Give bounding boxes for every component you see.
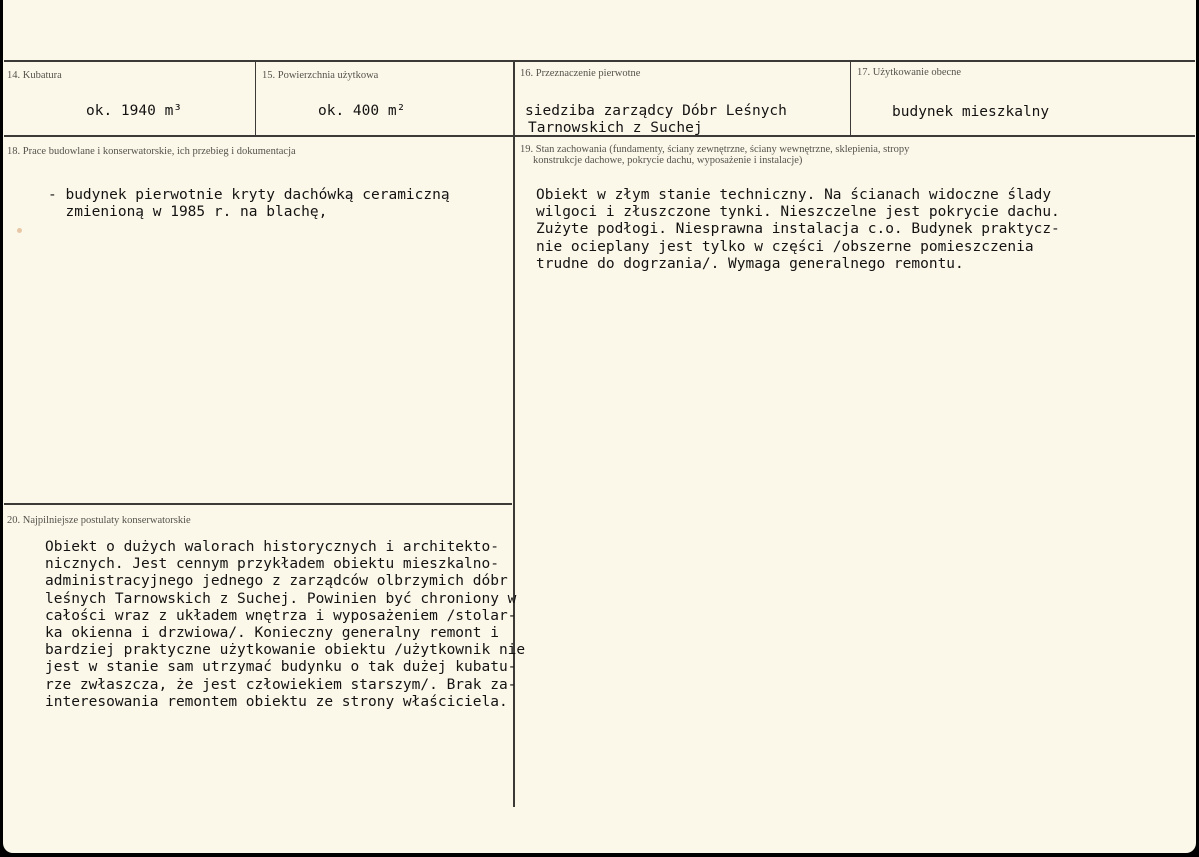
text-line: bardziej praktyczne użytkowanie obiektu /użytkownik nie: [45, 642, 526, 659]
text-line: rze zwłaszcza, że jest człowiekiem starszym/. Brak za-: [45, 676, 517, 693]
text-line: - budynek pierwotnie kryty dachówką ceramiczną: [48, 187, 450, 203]
field-18-text: [48, 187, 450, 221]
field-18-label: 18. Prace budowlane i konserwatorskie, ich przebieg i dokumentacja: [7, 146, 296, 157]
text-line: Obiekt o dużych walorach historycznych i architekto-: [45, 539, 499, 555]
top-rule: [4, 60, 1195, 62]
field-20-label: 20. Najpilniejsze postulaty konserwatorskie: [7, 515, 191, 526]
text-line: leśnych Tarnowskich z Suchej. Powinien być chroniony w: [45, 590, 517, 607]
field-17-value: budynek mieszkalny: [892, 104, 1050, 120]
text-line: nie ocieplany jest tylko w części /obszerne pomieszczenia: [536, 238, 1034, 255]
text-line: Obiekt w złym stanie techniczny. Na ścianach widoczne ślady: [536, 187, 1052, 203]
text-line: nicznych. Jest cennym przykładem obiektu mieszkalno-: [45, 556, 499, 573]
record-card: [3, 0, 1196, 853]
field-20-text: [45, 539, 525, 711]
text-line: zmienioną w 1985 r. na blachę,: [48, 204, 328, 221]
section-divider: [4, 503, 512, 505]
paper-stain: [17, 228, 22, 233]
text-line: wilgoci i złuszczone tynki. Nieszczelne jest pokrycie dachu.: [536, 204, 1060, 221]
field-16-value-line-2: Tarnowskich z Suchej: [528, 120, 703, 136]
field-19-text: [536, 187, 1060, 273]
column-divider-1: [255, 62, 256, 135]
text-line: jest w stanie sam utrzymać budynku o tak dużej kubatu-: [45, 659, 517, 676]
text-line: Zużyte podłogi. Niesprawna instalacja c.o. Budynek praktycz-: [536, 221, 1060, 238]
field-16-label: 16. Przeznaczenie pierwotne: [520, 68, 641, 79]
field-15-value: ok. 400 m²: [318, 103, 406, 119]
field-16-value-line-1: siedziba zarządcy Dóbr Leśnych: [525, 103, 787, 119]
column-divider-3: [850, 62, 851, 135]
text-line: ka okienna i drzwiowa/. Konieczny generalny remont i: [45, 625, 499, 642]
field-17-label: 17. Użytkowanie obecne: [857, 67, 962, 78]
field-19-label-line-2: konstrukcje dachowe, pokrycie dachu, wyposażenie i instalacje): [533, 155, 803, 166]
text-line: interesowania remontem obiektu ze strony właściciela.: [45, 693, 508, 710]
text-line: trudne do dogrzania/. Wymaga generalnego remontu.: [536, 255, 964, 272]
field-15-label: 15. Powierzchnia użytkowa: [262, 70, 379, 81]
text-line: całości wraz z układem wnętrza i wyposażeniem /stolar-: [45, 607, 517, 624]
field-14-label: 14. Kubatura: [7, 70, 62, 81]
text-line: administracyjnego jednego z zarządców olbrzymich dóbr: [45, 573, 508, 590]
field-14-value: ok. 1940 m³: [86, 103, 183, 119]
field-19-label-line-1: 19. Stan zachowania (fundamenty, ściany zewnętrzne, ściany wewnętrzne, sklepienia, stropy: [520, 144, 910, 155]
